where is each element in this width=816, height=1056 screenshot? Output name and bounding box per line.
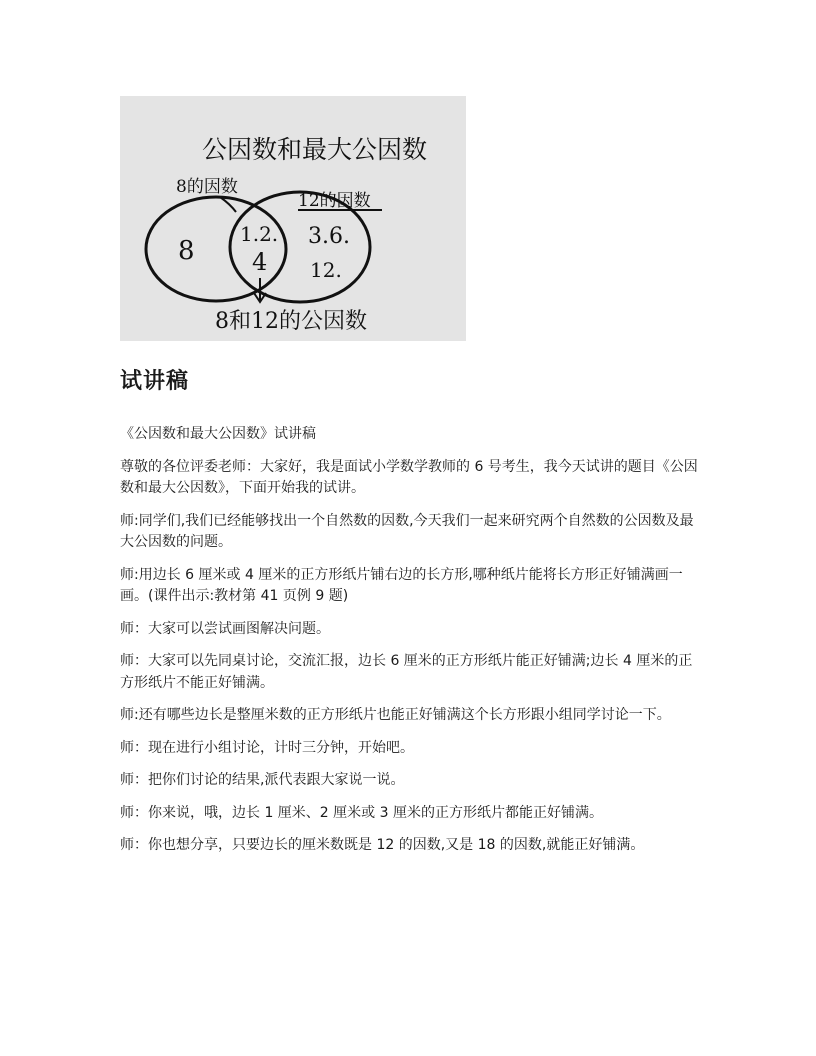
right-only-top: 3.6. — [308, 224, 350, 249]
paragraph-greeting: 尊敬的各位评委老师：大家好，我是面试小学数学教师的 6 号考生，我今天试讲的题目《公因数和最大公因数》，下面开始我的试讲。 — [120, 458, 698, 496]
paragraph: 师：把你们讨论的结果,派代表跟大家说一说。 — [120, 772, 405, 788]
diagram-title: 公因数和最大公因数 — [202, 135, 428, 164]
photo-background — [120, 96, 466, 341]
paragraph: 师:同学们,我们已经能够找出一个自然数的因数,今天我们一起来研究两个自然数的公因数及最大公因数的问题。 — [120, 512, 694, 550]
paragraph: 师：你来说，哦，边长 1 厘米、2 厘米或 3 厘米的正方形纸片都能正好铺满。 — [120, 804, 603, 821]
left-only-number: 8 — [178, 236, 195, 266]
paragraph: 师：大家可以先同桌讨论，交流汇报，边长 6 厘米的正方形纸片能正好铺满;边长 4 厘米的正方形纸片不能正好铺满。 — [120, 653, 693, 691]
paragraph: 师:用边长 6 厘米或 4 厘米的正方形纸片铺右边的长方形,哪种纸片能将长方形正好铺满画一画。(课件出示:教材第 41 页例 9 题) — [120, 566, 683, 604]
label-factors-of-12: 12的因数 — [298, 191, 371, 211]
page-heading: 试讲稿 — [120, 369, 190, 394]
doc-title-line: 《公因数和最大公因数》试讲稿 — [120, 426, 316, 442]
diagram-caption: 8和12的公因数 — [215, 309, 367, 334]
paragraph: 师：现在进行小组讨论，计时三分钟，开始吧。 — [120, 739, 414, 756]
venn-diagram-photo — [120, 96, 466, 341]
paragraph: 师：你也想分享，只要边长的厘米数既是 12 的因数,又是 18 的因数,就能正好铺满。 — [120, 837, 645, 853]
venn-diagram — [120, 96, 466, 341]
paragraph: 师：大家可以尝试画图解决问题。 — [120, 620, 330, 637]
label-factors-of-8: 8的因数 — [176, 177, 238, 197]
paragraph: 师:还有哪些边长是整厘米数的正方形纸片也能正好铺满这个长方形跟小组同学讨论一下。 — [120, 707, 671, 723]
script-body — [120, 424, 705, 868]
right-only-bottom: 12. — [310, 258, 342, 282]
common-factors-top: 1.2. — [240, 222, 279, 246]
common-factors-bottom: 4 — [252, 248, 268, 276]
